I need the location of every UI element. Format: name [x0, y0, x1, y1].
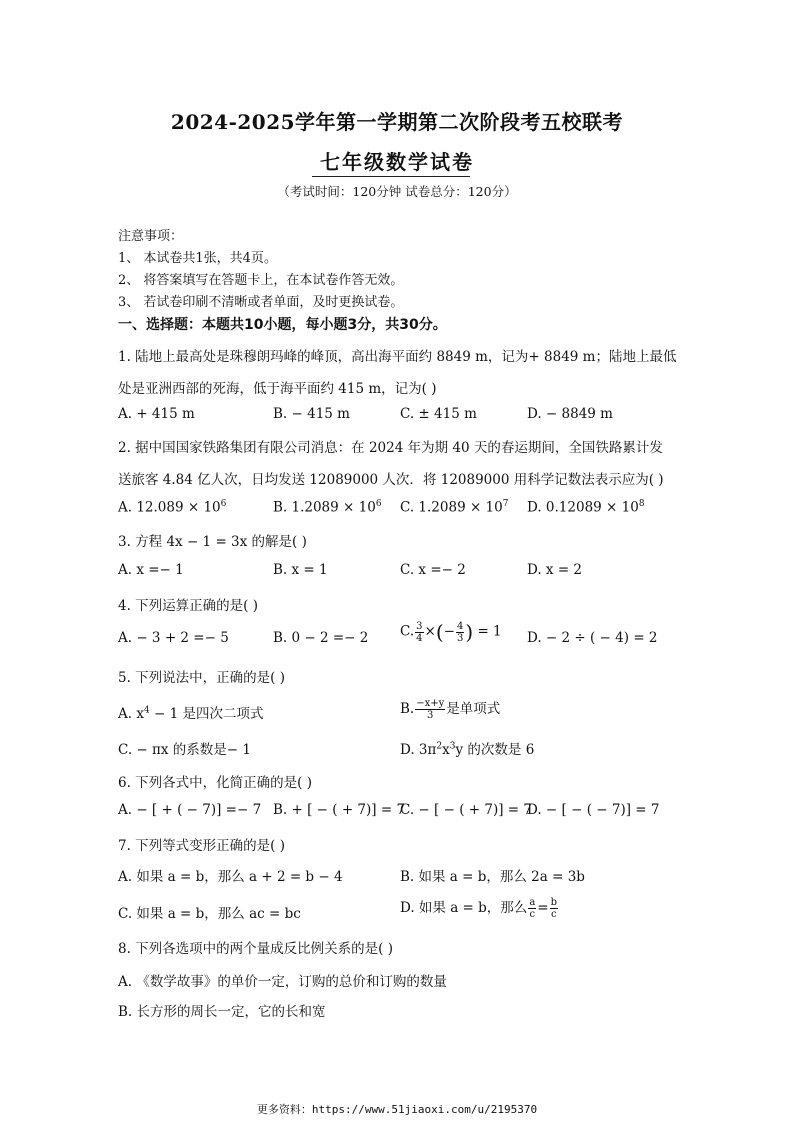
q3-option-d: D. x = 2	[527, 562, 583, 578]
q4-option-c: C. $\frac{3}{4}$ ×(− $\frac{4}{3}$ ) = 1	[400, 620, 502, 644]
q2-option-d: D. $0.12089 \times 10^8$	[527, 499, 645, 516]
q6-option-b: B. + [ − ( + 7)] = 7	[273, 802, 406, 818]
note-item: 2、 将答案填写在答题卡上，在本试卷作答无效。	[118, 273, 404, 288]
notes-heading: 注意事项：	[118, 229, 184, 244]
q3-option-c: C. x =− 2	[400, 562, 466, 578]
q7-option-c: C. 如果 a = b，那么 ac = bc	[118, 906, 301, 922]
q1-option-d: D. − 8849 m	[527, 406, 613, 422]
q1-option-c: C. ± 415 m	[400, 406, 477, 422]
q4-option-a: A. − 3 + 2 =− 5	[118, 630, 229, 646]
q2-option-a: A. $12.089 \times 10^6$	[118, 499, 227, 516]
q7-option-d: D. 如果 a = b，那么 $\frac{a}{c}$ = $\frac{b}{c}$	[400, 897, 557, 920]
q3-option-a: A. x =− 1	[118, 562, 184, 578]
q2-option-c: C. $1.2089 \times 10^7$	[400, 499, 509, 516]
q1-option-a: A. + 415 m	[118, 406, 195, 422]
question-4-stem: 4. 下列运算正确的是( )	[118, 598, 258, 614]
question-6-stem: 6. 下列各式中，化简正确的是( )	[118, 775, 312, 791]
question-2-line-1: 2. 据中国国家铁路集团有限公司消息：在 2024 年为期 40 天的春运期间，全国铁路累计发	[118, 440, 663, 456]
q5-option-a: A. $x^4 - 1$ 是四次二项式	[118, 705, 264, 722]
footer-link[interactable]: 更多资料：https://www.51jiaoxi.com/u/2195370	[256, 1103, 538, 1116]
q5-option-c: C. − πx 的系数是− 1	[118, 742, 252, 758]
q1-option-b: B. − 415 m	[273, 406, 350, 422]
q7-option-a: A. 如果 a = b，那么 a + 2 = b − 4	[118, 869, 343, 885]
q8-option-a: A. 《数学故事》的单价一定，订购的总价和订购的数量	[118, 974, 447, 990]
q6-option-c: C. − [ − ( + 7)] = 7	[400, 802, 532, 818]
note-item: 1、 本试卷共1张，共4页。	[118, 251, 277, 266]
q3-option-b: B. x = 1	[273, 562, 328, 578]
question-7-stem: 7. 下列等式变形正确的是( )	[118, 838, 285, 854]
q5-option-b: B. $\frac{-x+y}{3}$ 是单项式	[400, 698, 501, 721]
q7-option-b: B. 如果 a = b，那么 2a = 3b	[400, 869, 585, 885]
question-8-stem: 8. 下列各选项中的两个量成反比例关系的是( )	[118, 941, 393, 957]
q4-option-b: B. 0 − 2 =− 2	[273, 630, 369, 646]
question-5-stem: 5. 下列说法中，正确的是( )	[118, 670, 285, 686]
q6-option-a: A. − [ + ( − 7)] =− 7	[118, 802, 262, 818]
q5-option-d: D. $3\pi^2x^3y$ 的次数是 6	[400, 741, 535, 758]
q8-option-b: B. 长方形的周长一定，它的长和宽	[118, 1004, 326, 1020]
q2-option-b: B. $1.2089 \times 10^6$	[273, 499, 382, 516]
q6-option-d: D. − [ − ( − 7)] = 7	[527, 802, 660, 818]
exam-subtitle: 七年级数学试卷	[320, 150, 474, 174]
note-item: 3、 若试卷印刷不清晰或者单面，及时更换试卷。	[118, 295, 404, 310]
subtitle-underline	[312, 176, 470, 177]
exam-meta: （考试时间：120分钟 试卷总分：120分）	[277, 184, 517, 199]
q4-option-d: D. − 2 ÷ ( − 4) = 2	[527, 630, 658, 646]
question-3-stem: 3. 方程 4x − 1 = 3x 的解是( )	[118, 534, 307, 550]
question-2-line-2: 送旅客 4.84 亿人次，日均发送 12089000 人次．将 12089000 用科学记数法表示应为( )	[118, 472, 664, 488]
section-heading: 一、选择题：本题共10小题，每小题3分，共30分。	[118, 317, 447, 333]
exam-title: 2024-2025学年第一学期第二次阶段考五校联考	[170, 110, 624, 134]
question-1-line-1: 1. 陆地上最高处是珠穆朗玛峰的峰顶，高出海平面约 8849 m，记为+ 8849 m；陆地上最低	[118, 349, 677, 365]
question-1-line-2: 处是亚洲西部的死海，低于海平面约 415 m，记为( )	[118, 381, 437, 397]
